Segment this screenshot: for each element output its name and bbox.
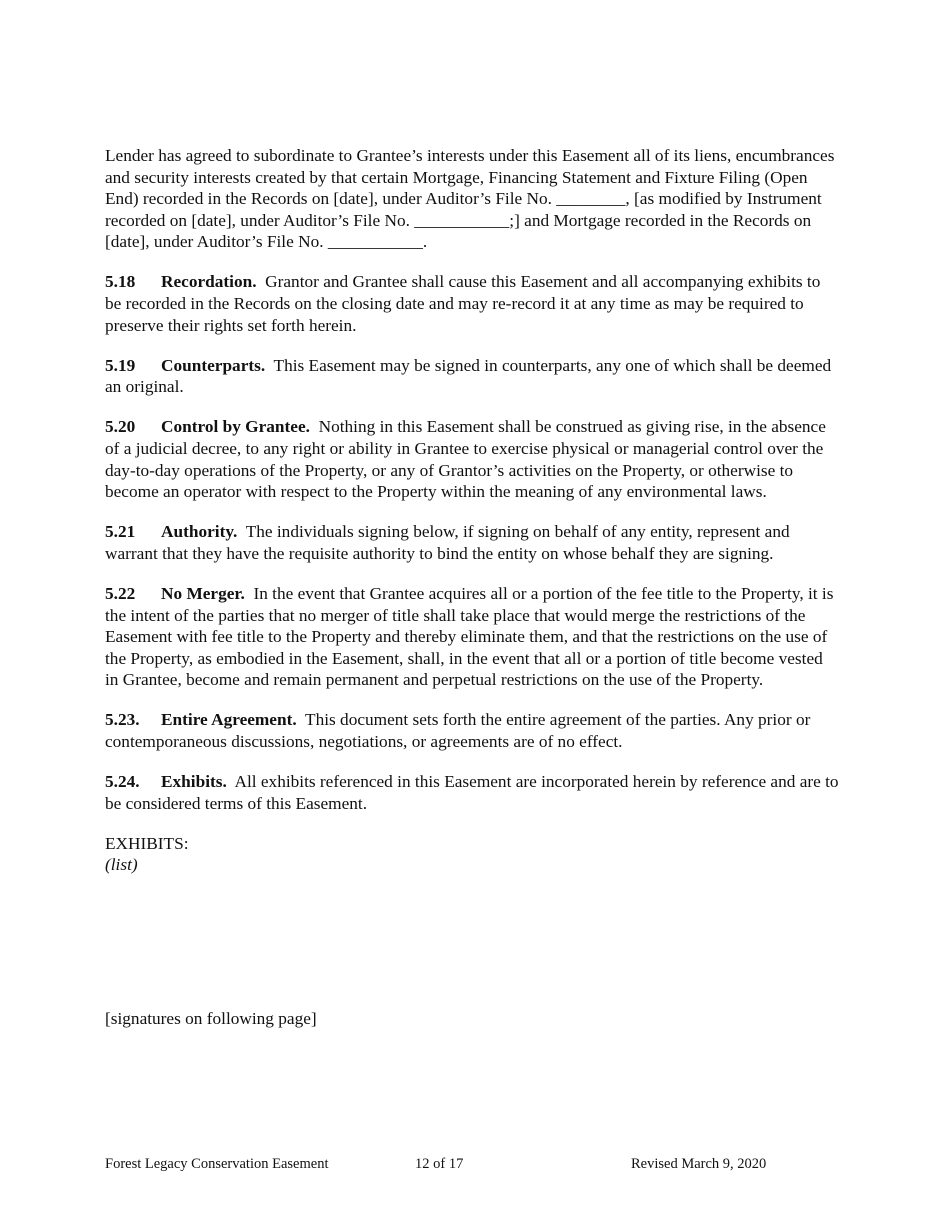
footer-page-number: 12 of 17 xyxy=(415,1156,464,1172)
section-title: Counterparts. xyxy=(161,355,266,375)
exhibits-list: (list) xyxy=(105,855,138,875)
section-number: 5.24. xyxy=(105,772,140,792)
section-5-19 xyxy=(105,355,840,398)
section-body: In the event that Grantee acquires all or a portion of the fee title to the Property, it is the intent of the parties that no merger of title shall take place that would merge the restrictions of the Easement with fee title to the Property and thereby eliminate them, and that the restrictions on the use of the Property, as embodied in the Easement, shall, in the event that all or a portion of title become vested in Grantee, become and remain permanent and perpetual restrictions on the use of the Property. xyxy=(105,584,834,690)
section-title: Authority. xyxy=(161,522,238,542)
exhibits-heading: EXHIBITS: xyxy=(105,833,189,853)
footer-document-title: Forest Legacy Conservation Easement xyxy=(105,1156,329,1172)
document-body xyxy=(105,145,840,876)
section-body: The individuals signing below, if signing on behalf of any entity, represent and warrant that they have the requisite authority to bind the entity on whose behalf they are signing. xyxy=(105,522,790,563)
section-5-21 xyxy=(105,521,840,564)
section-number: 5.20 xyxy=(105,417,136,437)
section-body: All exhibits referenced in this Easement are incorporated herein by reference and are to be considered terms of this Easement. xyxy=(105,772,839,813)
section-number: 5.18 xyxy=(105,272,136,292)
section-title: Recordation. xyxy=(161,272,257,292)
section-5-22 xyxy=(105,583,840,691)
section-title: No Merger. xyxy=(161,584,245,603)
section-body: Nothing in this Easement shall be construed as giving rise, in the absence of a judicial decree, to any right or ability in Grantee to exercise physical or managerial control over the day-to-day operations of the Property, or any of Grantor’s activities on the Property, or otherwise to become an operator with respect to the Property within the meaning of any environmental laws. xyxy=(105,417,826,502)
section-body: Grantor and Grantee shall cause this Easement and all accompanying exhibits to be recorded in the Records on the closing date and may re-record it at any time as may be required to preserve their rights set forth herein. xyxy=(105,272,821,335)
footer-revision-date: Revised March 9, 2020 xyxy=(631,1156,767,1172)
section-title: Exhibits. xyxy=(161,772,227,792)
section-number: 5.22 xyxy=(105,584,136,603)
section-number: 5.23. xyxy=(105,710,140,730)
section-5-24 xyxy=(105,771,840,814)
section-body: This Easement may be signed in counterparts, any one of which shall be deemed an original. xyxy=(105,355,832,397)
section-5-23 xyxy=(105,709,840,752)
section-body: This document sets forth the entire agreement of the parties. Any prior or contemporaneous discussions, negotiations, or agreements are of no effect. xyxy=(105,710,811,752)
page-footer xyxy=(105,1156,840,1174)
intro-paragraph: Lender has agreed to subordinate to Grantee’s interests under this Easement all of its liens, encumbrances and security interests created by that certain Mortgage, Financing Statement and Fixture Filing (Open End) recorded in the Records on [date], under Auditor’s File No. ________, [as modified by Instrument recorded on [date], under Auditor’s File No. ___________;] and Mortgage recorded in the Records on [date], under Auditor’s File No. ___________. xyxy=(105,146,835,252)
section-title: Control by Grantee. xyxy=(161,417,310,437)
section-5-20 xyxy=(105,416,840,502)
section-number: 5.21 xyxy=(105,522,136,542)
section-5-18 xyxy=(105,271,840,336)
signature-note: [signatures on following page] xyxy=(105,1009,317,1028)
section-number: 5.19 xyxy=(105,355,136,375)
section-title: Entire Agreement. xyxy=(161,710,297,730)
